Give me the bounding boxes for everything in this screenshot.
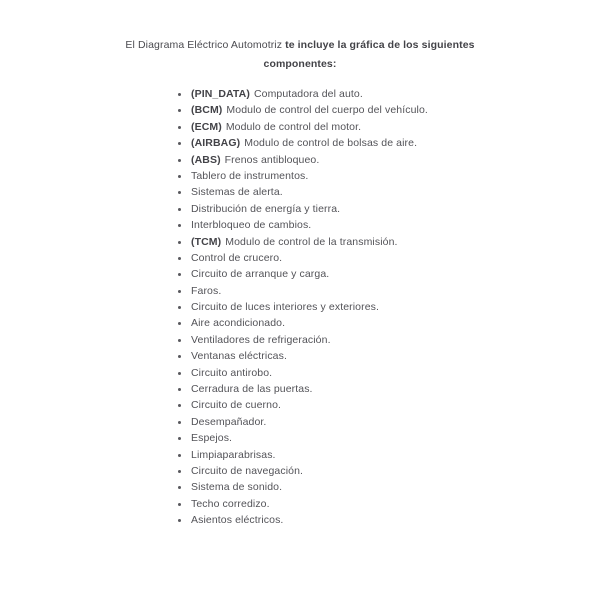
list-item — [178, 168, 428, 184]
list-item — [178, 397, 428, 413]
list-item-text: Circuito de cuerno. — [191, 399, 282, 412]
bullet-icon — [178, 208, 181, 211]
bullet-icon — [178, 241, 181, 244]
list-item — [178, 512, 428, 528]
bullet-icon — [178, 339, 181, 342]
list-item — [178, 217, 428, 233]
list-item-text: Sistema de sonido. — [191, 481, 283, 494]
list-item-tag: (PIN_DATA) — [191, 88, 250, 100]
page-title — [100, 36, 500, 74]
list-item-text: Tablero de instrumentos. — [191, 169, 309, 182]
list-item — [178, 479, 428, 495]
bullet-icon — [178, 421, 181, 424]
list-item — [178, 430, 428, 446]
list-item — [178, 135, 428, 151]
list-item — [178, 201, 428, 217]
list-item-text: Circuito de arranque y carga. — [191, 268, 330, 281]
list-item — [178, 315, 428, 331]
bullet-icon — [178, 175, 181, 178]
list-item — [178, 234, 428, 250]
bullet-icon — [178, 224, 181, 227]
list-item-text: Modulo de control de la transmisión. — [225, 235, 398, 248]
list-item — [178, 496, 428, 512]
bullet-icon — [178, 519, 181, 522]
list-item-text: Faros. — [191, 284, 222, 297]
list-item — [178, 348, 428, 364]
bullet-icon — [178, 109, 181, 112]
list-item-text: Circuito de navegación. — [191, 464, 304, 477]
list-item-text: Frenos antibloqueo. — [224, 153, 320, 166]
list-item-tag: (ECM) — [191, 120, 222, 133]
list-item — [178, 332, 428, 348]
list-item-text: Computadora del auto. — [253, 88, 363, 100]
bullet-icon — [178, 470, 181, 473]
page-title-regular: El Diagrama Eléctrico Automotriz — [125, 39, 286, 51]
list-item-text: Asientos eléctricos. — [191, 514, 284, 527]
list-item — [178, 381, 428, 397]
list-item — [178, 86, 428, 102]
list-item-tag: (BCM) — [191, 104, 223, 117]
list-item — [178, 447, 428, 463]
bullet-icon — [178, 290, 181, 293]
list-item — [178, 365, 428, 381]
component-list — [178, 86, 428, 529]
bullet-icon — [178, 503, 181, 506]
list-item — [178, 119, 428, 135]
list-item — [178, 102, 428, 118]
list-item-tag: (AIRBAG) — [191, 137, 241, 150]
bullet-icon — [178, 372, 181, 375]
list-item — [178, 299, 428, 315]
list-item — [178, 266, 428, 282]
list-item-text: Control de crucero. — [191, 251, 283, 264]
bullet-icon — [178, 388, 181, 391]
bullet-icon — [178, 191, 181, 194]
list-item-text: Modulo de control del motor. — [225, 120, 362, 133]
bullet-icon — [178, 93, 181, 96]
list-item-text: Espejos. — [191, 432, 233, 445]
bullet-icon — [178, 355, 181, 358]
list-item-text: Modulo de control de bolsas de aire. — [244, 137, 418, 150]
bullet-icon — [178, 306, 181, 309]
list-item-tag: (TCM) — [191, 235, 222, 248]
bullet-icon — [178, 404, 181, 407]
bullet-icon — [178, 322, 181, 325]
list-item — [178, 152, 428, 168]
bullet-icon — [178, 142, 181, 145]
list-item-text: Cerradura de las puertas. — [191, 383, 313, 396]
list-item-text: Limpiaparabrisas. — [191, 448, 276, 461]
list-item-text: Interbloqueo de cambios. — [191, 219, 312, 232]
list-item-text: Desempañador. — [191, 415, 267, 428]
bullet-icon — [178, 257, 181, 260]
list-item-text: Ventiladores de refrigeración. — [191, 333, 331, 346]
list-item-text: Circuito de luces interiores y exteriores. — [191, 301, 380, 314]
list-item-text: Ventanas eléctricas. — [191, 350, 287, 363]
bullet-icon — [178, 273, 181, 276]
list-item — [178, 414, 428, 430]
list-item-tag: (ABS) — [191, 153, 221, 166]
list-item-text: Aire acondicionado. — [191, 317, 286, 330]
page-title-bold: te incluye la gráfica de los siguientes componentes: — [263, 39, 475, 70]
bullet-icon — [178, 437, 181, 440]
bullet-icon — [178, 126, 181, 129]
list-item-text: Sistemas de alerta. — [191, 186, 283, 199]
list-item — [178, 184, 428, 200]
list-item-text: Modulo de control del cuerpo del vehículo. — [226, 104, 428, 117]
list-item-text: Techo corredizo. — [191, 497, 270, 510]
list-item-text: Circuito antirobo. — [191, 366, 273, 379]
list-item — [178, 463, 428, 479]
bullet-icon — [178, 454, 181, 457]
bullet-icon — [178, 486, 181, 489]
list-item — [178, 250, 428, 266]
bullet-icon — [178, 159, 181, 162]
list-item-text: Distribución de energía y tierra. — [191, 202, 341, 215]
list-item — [178, 283, 428, 299]
